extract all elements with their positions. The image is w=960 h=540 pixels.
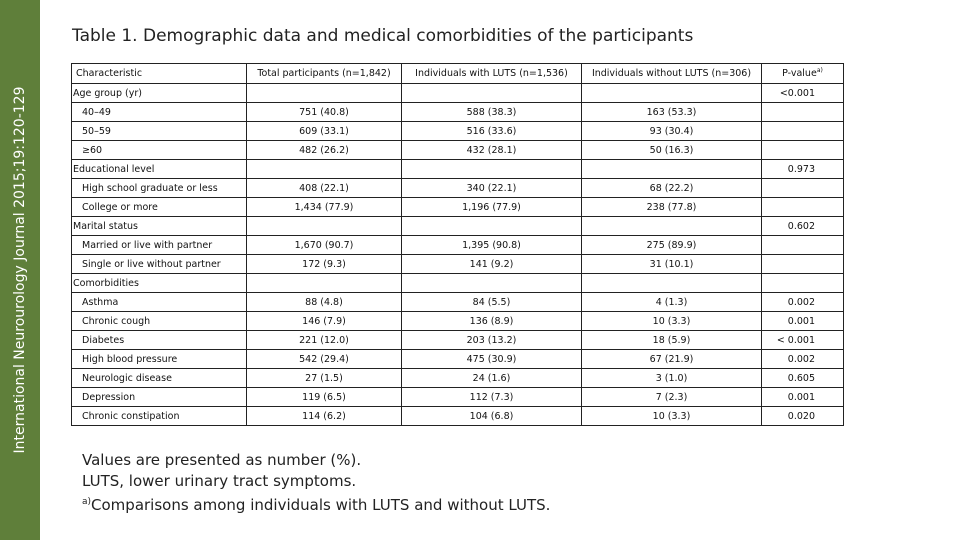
- row-total: 146 (7.9): [247, 312, 402, 331]
- row-p-value: [762, 198, 844, 217]
- row-total: 408 (22.1): [247, 179, 402, 198]
- group-label: Age group (yr): [72, 84, 247, 103]
- footnote-values: Values are presented as number (%).: [82, 451, 362, 469]
- demographics-table: [71, 63, 844, 426]
- group-no-luts: [582, 274, 762, 293]
- row-label: Chronic cough: [72, 312, 247, 331]
- row-luts: 141 (9.2): [402, 255, 582, 274]
- row-label: Asthma: [72, 293, 247, 312]
- group-luts: [402, 274, 582, 293]
- row-p-value: [762, 179, 844, 198]
- row-p-value: 0.002: [762, 350, 844, 369]
- table-row: [72, 331, 844, 350]
- row-total: 221 (12.0): [247, 331, 402, 350]
- row-label: Neurologic disease: [72, 369, 247, 388]
- row-p-value: 0.605: [762, 369, 844, 388]
- row-p-value: < 0.001: [762, 331, 844, 350]
- row-total: 609 (33.1): [247, 122, 402, 141]
- row-no-luts: 93 (30.4): [582, 122, 762, 141]
- row-p-value: [762, 122, 844, 141]
- row-luts: 588 (38.3): [402, 103, 582, 122]
- row-luts: 475 (30.9): [402, 350, 582, 369]
- header-p-value-label: P-value: [782, 68, 817, 80]
- footnote-luts: LUTS, lower urinary tract symptoms.: [82, 472, 357, 490]
- row-label: ≥60: [72, 141, 247, 160]
- group-p-value: <0.001: [762, 84, 844, 103]
- header-characteristic: Characteristic: [72, 64, 247, 84]
- table-row: [72, 255, 844, 274]
- row-p-value: [762, 236, 844, 255]
- table-row: [72, 369, 844, 388]
- row-total: 27 (1.5): [247, 369, 402, 388]
- footnote-comparison-text: Comparisons among individuals with LUTS and without LUTS.: [91, 496, 551, 514]
- row-luts: 112 (7.3): [402, 388, 582, 407]
- table-header-row: [72, 64, 844, 84]
- row-label: Diabetes: [72, 331, 247, 350]
- journal-sidebar: [0, 0, 40, 540]
- row-label: High blood pressure: [72, 350, 247, 369]
- footnote-marker: a): [82, 497, 92, 507]
- row-no-luts: 18 (5.9): [582, 331, 762, 350]
- row-luts: 203 (13.2): [402, 331, 582, 350]
- row-no-luts: 4 (1.3): [582, 293, 762, 312]
- row-p-value: [762, 255, 844, 274]
- group-label: Marital status: [72, 217, 247, 236]
- group-p-value: 0.973: [762, 160, 844, 179]
- row-no-luts: 68 (22.2): [582, 179, 762, 198]
- row-label: 40–49: [72, 103, 247, 122]
- footnote-comparison: [82, 492, 550, 516]
- row-no-luts: 10 (3.3): [582, 407, 762, 426]
- table-footnotes: [82, 450, 550, 516]
- table-title: Table 1. Demographic data and medical comorbidities of the participants: [72, 26, 694, 46]
- row-luts: 1,196 (77.9): [402, 198, 582, 217]
- row-p-value: 0.001: [762, 312, 844, 331]
- header-luts: Individuals with LUTS (n=1,536): [402, 64, 582, 84]
- header-p-value: [762, 64, 844, 84]
- row-label: Single or live without partner: [72, 255, 247, 274]
- row-total: 119 (6.5): [247, 388, 402, 407]
- row-luts: 84 (5.5): [402, 293, 582, 312]
- table-row: [72, 407, 844, 426]
- group-luts: [402, 217, 582, 236]
- row-p-value: 0.020: [762, 407, 844, 426]
- journal-reference: International Neurourology Journal 2015;19:120-129: [12, 86, 28, 454]
- row-total: 1,434 (77.9): [247, 198, 402, 217]
- header-p-value-footnote: a): [816, 67, 823, 75]
- row-luts: 516 (33.6): [402, 122, 582, 141]
- group-total: [247, 160, 402, 179]
- table-row: [72, 179, 844, 198]
- row-total: 482 (26.2): [247, 141, 402, 160]
- row-no-luts: 7 (2.3): [582, 388, 762, 407]
- row-total: 114 (6.2): [247, 407, 402, 426]
- row-no-luts: 238 (77.8): [582, 198, 762, 217]
- row-label: Chronic constipation: [72, 407, 247, 426]
- row-no-luts: 31 (10.1): [582, 255, 762, 274]
- group-total: [247, 274, 402, 293]
- group-no-luts: [582, 160, 762, 179]
- table-row: [72, 103, 844, 122]
- row-luts: 136 (8.9): [402, 312, 582, 331]
- row-p-value: [762, 141, 844, 160]
- table-row: [72, 293, 844, 312]
- row-luts: 1,395 (90.8): [402, 236, 582, 255]
- row-total: 542 (29.4): [247, 350, 402, 369]
- row-no-luts: 10 (3.3): [582, 312, 762, 331]
- row-total: 172 (9.3): [247, 255, 402, 274]
- table-body: [72, 84, 844, 426]
- table-row: [72, 350, 844, 369]
- row-p-value: [762, 103, 844, 122]
- table-group-row: [72, 84, 844, 103]
- row-p-value: 0.001: [762, 388, 844, 407]
- group-total: [247, 217, 402, 236]
- header-no-luts: Individuals without LUTS (n=306): [582, 64, 762, 84]
- group-label: Educational level: [72, 160, 247, 179]
- table-row: [72, 388, 844, 407]
- group-no-luts: [582, 84, 762, 103]
- row-label: Married or live with partner: [72, 236, 247, 255]
- group-p-value: 0.602: [762, 217, 844, 236]
- row-label: High school graduate or less: [72, 179, 247, 198]
- row-no-luts: 50 (16.3): [582, 141, 762, 160]
- table-row: [72, 236, 844, 255]
- row-no-luts: 67 (21.9): [582, 350, 762, 369]
- row-luts: 340 (22.1): [402, 179, 582, 198]
- header-total: Total participants (n=1,842): [247, 64, 402, 84]
- row-luts: 432 (28.1): [402, 141, 582, 160]
- row-label: Depression: [72, 388, 247, 407]
- table-group-row: [72, 160, 844, 179]
- row-no-luts: 163 (53.3): [582, 103, 762, 122]
- group-luts: [402, 84, 582, 103]
- group-label: Comorbidities: [72, 274, 247, 293]
- row-label: College or more: [72, 198, 247, 217]
- group-p-value: [762, 274, 844, 293]
- row-luts: 24 (1.6): [402, 369, 582, 388]
- row-no-luts: 275 (89.9): [582, 236, 762, 255]
- group-total: [247, 84, 402, 103]
- table-group-row: [72, 217, 844, 236]
- row-luts: 104 (6.8): [402, 407, 582, 426]
- row-p-value: 0.002: [762, 293, 844, 312]
- row-no-luts: 3 (1.0): [582, 369, 762, 388]
- group-no-luts: [582, 217, 762, 236]
- table-group-row: [72, 274, 844, 293]
- row-total: 88 (4.8): [247, 293, 402, 312]
- row-label: 50–59: [72, 122, 247, 141]
- table-row: [72, 312, 844, 331]
- row-total: 1,670 (90.7): [247, 236, 402, 255]
- group-luts: [402, 160, 582, 179]
- table-row: [72, 198, 844, 217]
- row-total: 751 (40.8): [247, 103, 402, 122]
- table-row: [72, 141, 844, 160]
- table-row: [72, 122, 844, 141]
